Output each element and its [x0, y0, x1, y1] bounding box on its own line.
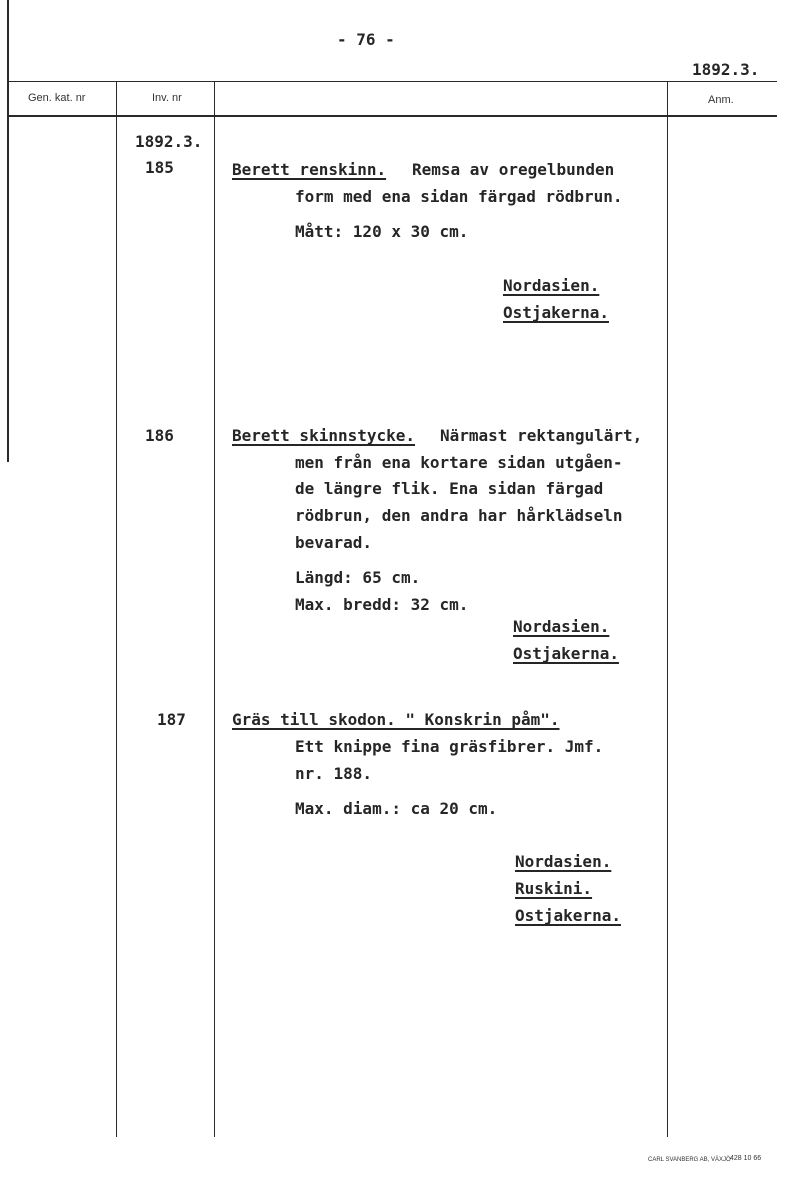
column-rule-desc-anm	[667, 82, 668, 1137]
measurement-line: Mått: 120 x 30 cm.	[295, 222, 469, 241]
description-line: de längre flik. Ena sidan färgad	[295, 479, 604, 498]
left-margin-rule	[7, 0, 9, 462]
measurement-line: Max. diam.: ca 20 cm.	[295, 799, 498, 818]
place-line: Ruskini.	[515, 879, 593, 898]
place-line: Nordasien.	[503, 276, 600, 295]
entry-title: Berett skinnstycke.	[232, 426, 416, 445]
header-bottom-rule	[9, 115, 777, 117]
column-rule-inv-desc	[214, 82, 215, 1137]
description-line: Närmast rektangulärt,	[440, 426, 643, 445]
column-header-anm: Anm.	[708, 94, 734, 106]
place-line: Nordasien.	[513, 617, 610, 636]
description-line: men från ena kortare sidan utgåen-	[295, 453, 623, 472]
header-top-rule	[9, 81, 777, 82]
description-line: bevarad.	[295, 533, 373, 552]
inv-number: 185	[145, 158, 174, 177]
description-line: form med ena sidan färgad rödbrun.	[295, 187, 623, 206]
place-line: Ostjakerna.	[503, 303, 609, 322]
group-accession: 1892.3.	[135, 132, 203, 151]
entry-title: Gräs till skodon. " Konskrin påm".	[232, 710, 560, 729]
inv-number: 186	[145, 426, 174, 445]
measurement-line: Längd: 65 cm.	[295, 568, 421, 587]
printer-imprint: CARL SVANBERG AB, VÄXJÖ	[648, 1157, 731, 1163]
column-header-gen-kat-nr: Gen. kat. nr	[28, 92, 86, 104]
place-line: Ostjakerna.	[513, 644, 619, 663]
place-line: Ostjakerna.	[515, 906, 621, 925]
inv-number: 187	[157, 710, 186, 729]
description-line: Ett knippe fina gräsfibrer. Jmf.	[295, 737, 604, 756]
form-number: 428 10 66	[730, 1155, 762, 1162]
description-line: Remsa av oregelbunden	[412, 160, 615, 179]
column-rule-gen-inv	[116, 82, 117, 1137]
column-header-inv-nr: Inv. nr	[152, 92, 182, 104]
description-line: nr. 188.	[295, 764, 373, 783]
accession-header: 1892.3.	[692, 60, 760, 79]
page-number: - 76 -	[337, 30, 395, 49]
entry-title: Berett renskinn.	[232, 160, 387, 179]
measurement-line: Max. bredd: 32 cm.	[295, 595, 469, 614]
description-line: rödbrun, den andra har hårklädseln	[295, 506, 623, 525]
place-line: Nordasien.	[515, 852, 612, 871]
